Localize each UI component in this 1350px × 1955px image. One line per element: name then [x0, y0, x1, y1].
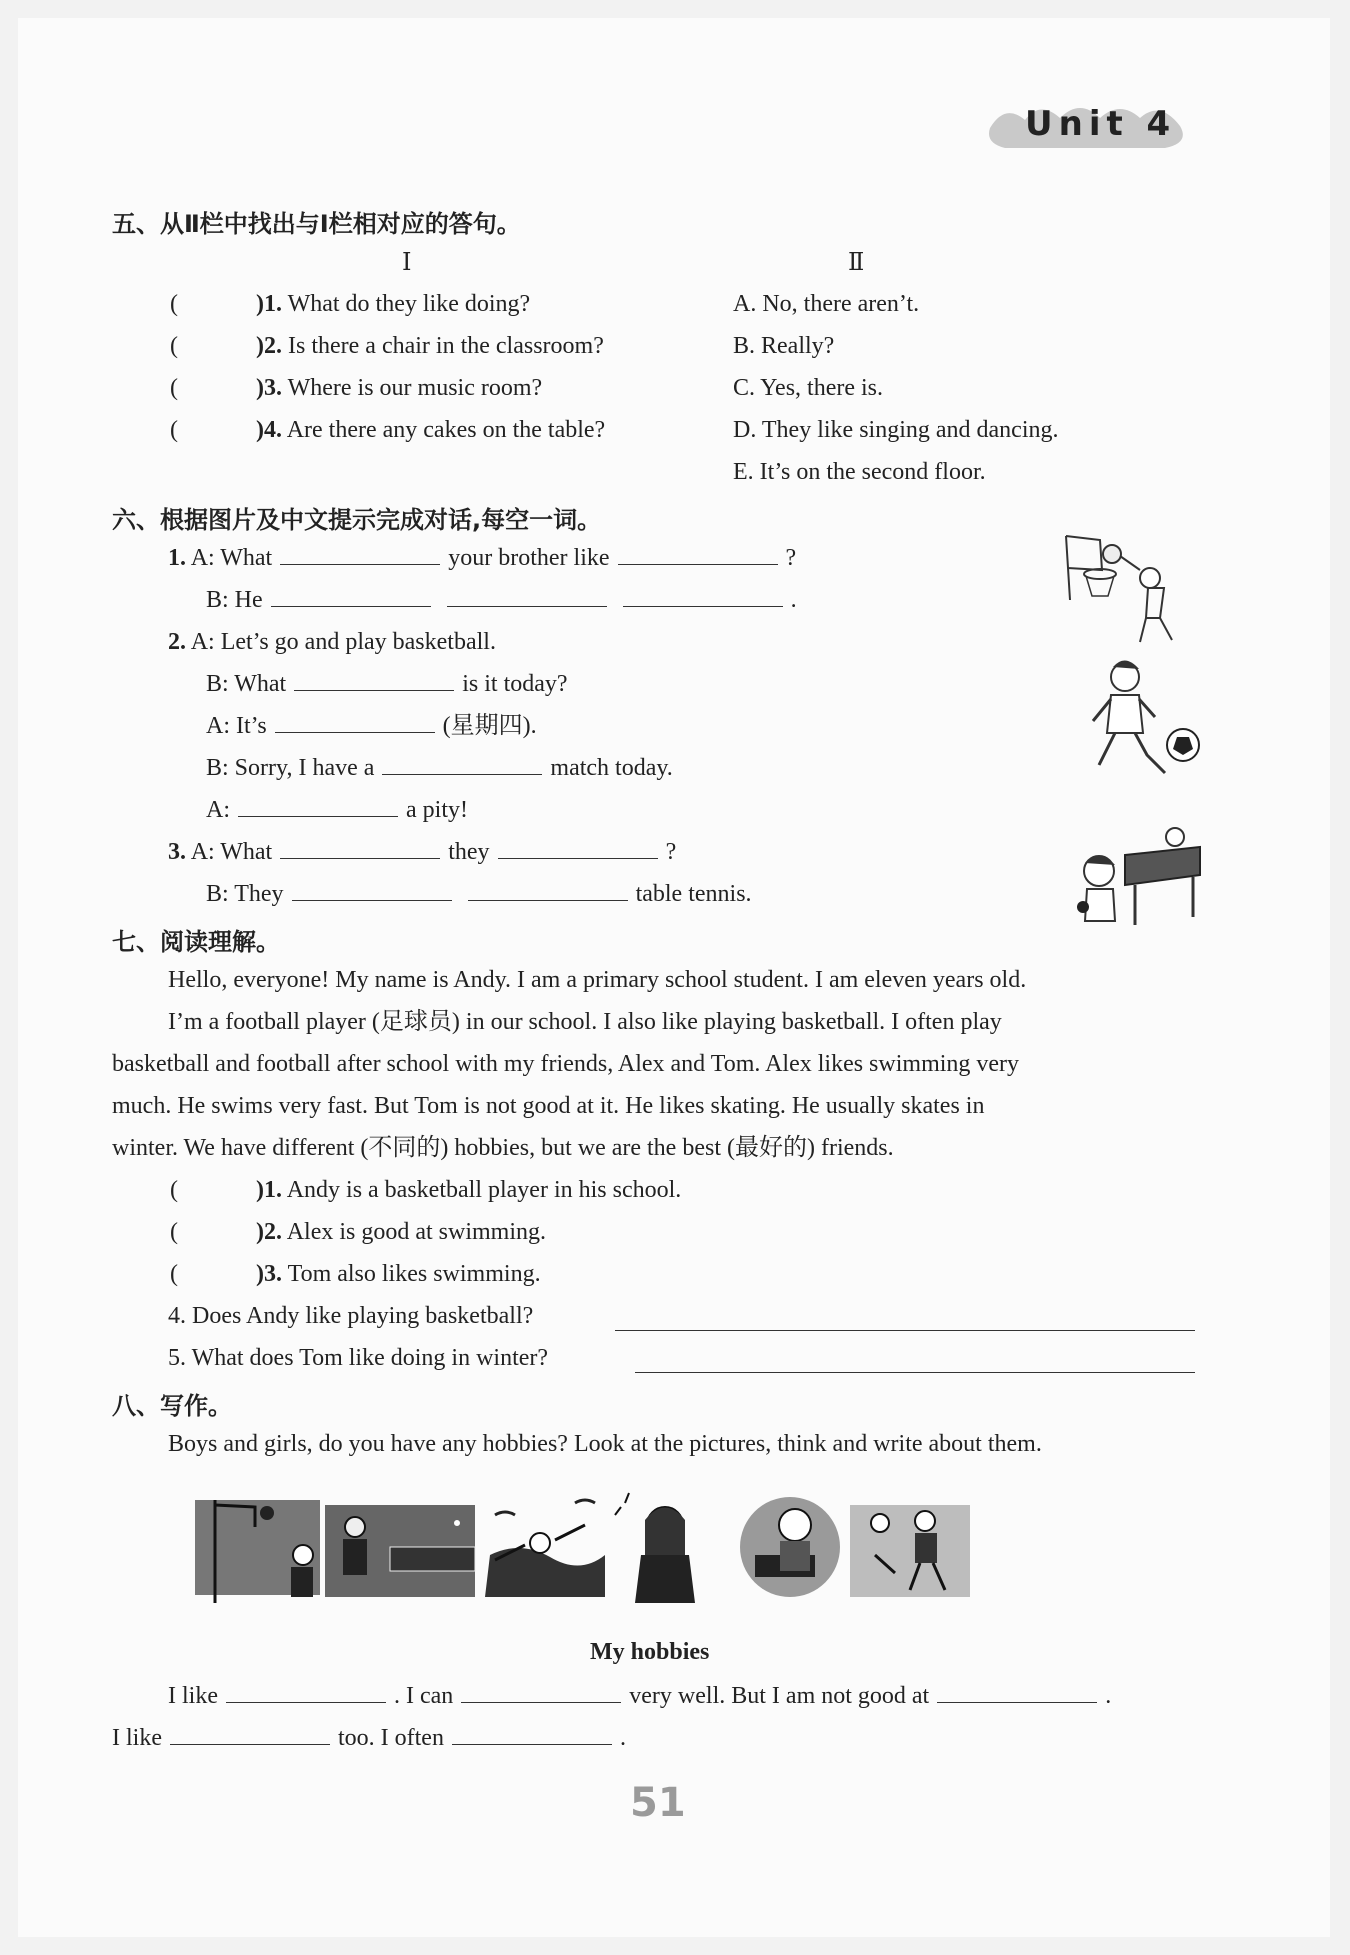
- swimming-picture: [485, 1500, 605, 1597]
- answer-blank[interactable]: [271, 584, 431, 607]
- dialogue-line: [206, 794, 468, 826]
- answer-option: C. Yes, there is.: [733, 375, 884, 401]
- line-text: I like: [168, 1683, 218, 1709]
- answer-line[interactable]: [615, 1330, 1195, 1331]
- line-text: ?: [665, 839, 677, 865]
- line-text: B: What: [206, 671, 287, 697]
- question-number: 3.: [168, 839, 186, 865]
- item-number: )4.: [256, 417, 282, 443]
- line-text: match today.: [550, 755, 673, 781]
- playing-football-picture: [850, 1505, 970, 1597]
- dialogue-line: [206, 752, 673, 784]
- dialogue-line: [206, 668, 568, 700]
- column1-heading: Ⅰ: [402, 250, 412, 276]
- essay-line: [112, 1722, 626, 1754]
- answer-blank[interactable]: [275, 710, 435, 733]
- answer-blank[interactable]: [294, 668, 454, 691]
- column2-heading: Ⅱ: [848, 250, 865, 276]
- answer-blank[interactable]: [618, 542, 778, 565]
- item-text: Is there a chair in the classroom?: [288, 333, 604, 359]
- answer-blank[interactable]: [382, 752, 542, 775]
- basketball-picture: [195, 1500, 320, 1603]
- dialogue-line: [168, 836, 676, 868]
- singing-picture: [615, 1493, 695, 1603]
- hobbies-picture-strip: [195, 1485, 1120, 1610]
- section7-title: 七、阅读理解。: [112, 928, 280, 956]
- item-text: What do they like doing?: [287, 291, 531, 317]
- item-text: Tom also likes swimming.: [287, 1261, 541, 1287]
- line-text: .: [619, 1725, 626, 1751]
- answer-blank[interactable]: [447, 584, 607, 607]
- dialogue-line: [206, 584, 797, 616]
- essay-title: My hobbies: [590, 1639, 710, 1665]
- true-false-item: ( )2. Alex is good at swimming.: [170, 1219, 547, 1245]
- line-text: too. I often: [337, 1725, 444, 1751]
- question-number: 1.: [168, 545, 186, 571]
- answer-blank[interactable]: [280, 542, 440, 565]
- line-text: .: [1105, 1683, 1112, 1709]
- section6-title: 六、根据图片及中文提示完成对话,每空一词。: [112, 506, 602, 534]
- dialogue-line: [206, 878, 752, 910]
- answer-blank[interactable]: [280, 836, 440, 859]
- item-number: )1.: [256, 291, 282, 317]
- answer-blank[interactable]: [292, 878, 452, 901]
- true-false-item: ( )3. Tom also likes swimming.: [170, 1261, 541, 1287]
- table-tennis-illustration: [1075, 825, 1205, 930]
- matching-item: ( )3. Where is our music room?: [170, 375, 543, 401]
- essay-line: [168, 1680, 1111, 1712]
- answer-line[interactable]: [635, 1372, 1195, 1373]
- line-text: B: Sorry, I have a: [206, 755, 375, 781]
- line-text: very well. But I am not good at: [629, 1683, 930, 1709]
- section8-title: 八、写作。: [112, 1392, 232, 1420]
- item-number: )3.: [256, 1261, 282, 1287]
- answer-blank[interactable]: [452, 1722, 612, 1745]
- dialogue-line: [168, 542, 796, 574]
- answer-option: E. It’s on the second floor.: [733, 459, 986, 485]
- playing-piano-picture: [740, 1497, 840, 1597]
- question-number: 2.: [168, 629, 186, 655]
- line-text: I like: [112, 1725, 162, 1751]
- answer-blank[interactable]: [238, 794, 398, 817]
- unit-label: Unit 4: [1025, 104, 1177, 144]
- answer-blank[interactable]: [461, 1680, 621, 1703]
- item-number: )3.: [256, 375, 282, 401]
- item-number: )2.: [256, 333, 282, 359]
- line-text: B: They: [206, 881, 284, 907]
- answer-blank[interactable]: [498, 836, 658, 859]
- line-text: they: [448, 839, 490, 865]
- line-text: A: What: [190, 545, 273, 571]
- section5-title: 五、从Ⅱ栏中找出与Ⅰ栏相对应的答句。: [112, 210, 521, 238]
- line-text: A: What: [190, 839, 273, 865]
- short-answer-question: 5. What does Tom like doing in winter?: [168, 1345, 549, 1371]
- item-number: )1.: [256, 1177, 282, 1203]
- answer-option: B. Really?: [733, 333, 835, 359]
- passage-line: much. He swims very fast. But Tom is not good at it. He likes skating. He usually skates in: [112, 1093, 985, 1119]
- answer-blank[interactable]: [937, 1680, 1097, 1703]
- item-text: Where is our music room?: [287, 375, 543, 401]
- passage-line: I’m a football player (足球员) in our school. I also like playing basketball. I often play: [168, 1009, 1002, 1035]
- line-text: . I can: [393, 1683, 454, 1709]
- matching-item: ( )2. Is there a chair in the classroom?: [170, 333, 604, 359]
- item-text: Alex is good at swimming.: [286, 1219, 547, 1245]
- line-text: table tennis.: [635, 881, 752, 907]
- passage-line: basketball and football after school with my friends, Alex and Tom. Alex likes swimming very: [112, 1051, 1020, 1077]
- item-text: Are there any cakes on the table?: [286, 417, 606, 443]
- matching-item: ( )4. Are there any cakes on the table?: [170, 417, 606, 443]
- boy-running-football-illustration: [1085, 655, 1205, 785]
- writing-prompt: Boys and girls, do you have any hobbies? Look at the pictures, think and write about them.: [168, 1431, 1042, 1457]
- answer-option: A. No, there aren’t.: [733, 291, 920, 317]
- basketball-dunk-illustration: [1060, 530, 1200, 645]
- short-answer-question: 4. Does Andy like playing basketball?: [168, 1303, 534, 1329]
- page-number: 51: [630, 1780, 686, 1826]
- line-text: B: He: [206, 587, 263, 613]
- item-text: Andy is a basketball player in his school.: [286, 1177, 682, 1203]
- dialogue-line: [206, 710, 537, 742]
- line-text: A: Let’s go and play basketball.: [190, 629, 496, 655]
- answer-blank[interactable]: [226, 1680, 386, 1703]
- table-tennis-picture: [325, 1505, 475, 1597]
- answer-blank[interactable]: [170, 1722, 330, 1745]
- matching-item: ( )1. What do they like doing?: [170, 291, 531, 317]
- line-text: A:: [206, 797, 230, 823]
- line-text: a pity!: [406, 797, 468, 823]
- line-text: your brother like: [448, 545, 610, 571]
- line-text: (星期四).: [442, 713, 537, 739]
- line-text: .: [790, 587, 797, 613]
- passage-line: Hello, everyone! My name is Andy. I am a primary school student. I am eleven years old.: [168, 967, 1027, 993]
- answer-blank[interactable]: [623, 584, 783, 607]
- answer-option: D. They like singing and dancing.: [733, 417, 1059, 443]
- passage-line: winter. We have different (不同的) hobbies, but we are the best (最好的) friends.: [112, 1135, 894, 1161]
- line-text: A: It’s: [206, 713, 267, 739]
- true-false-item: ( )1. Andy is a basketball player in his school.: [170, 1177, 682, 1203]
- dialogue-line: [168, 626, 496, 658]
- answer-blank[interactable]: [468, 878, 628, 901]
- item-number: )2.: [256, 1219, 282, 1245]
- line-text: is it today?: [462, 671, 568, 697]
- line-text: ?: [785, 545, 797, 571]
